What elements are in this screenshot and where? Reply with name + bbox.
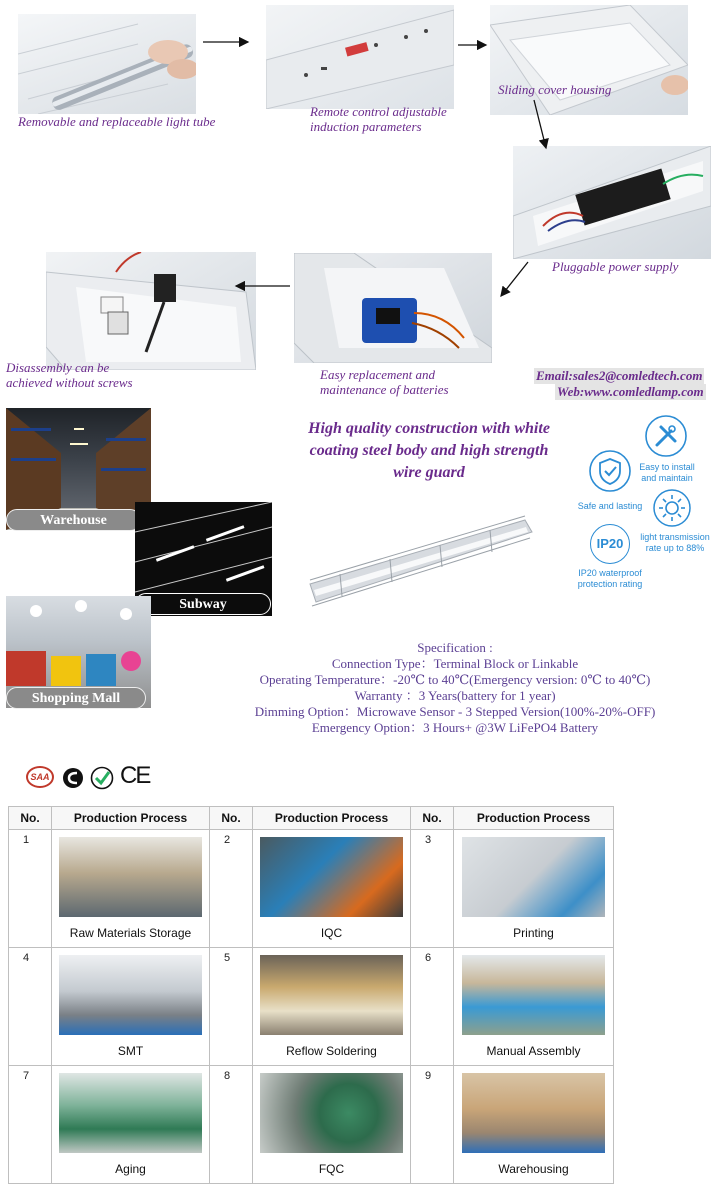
process-label: IQC <box>320 926 343 940</box>
ip20-badge-icon: IP20 <box>590 524 630 564</box>
header-process: Production Process <box>52 807 210 830</box>
process-label: Manual Assembly <box>486 1044 581 1058</box>
contact-email[interactable]: Email:sales2@comledtech.com <box>536 368 703 383</box>
process-number: 1 <box>9 830 52 948</box>
disassembly-caption-line-2: achieved without screws <box>6 375 133 390</box>
production-process-table <box>8 806 614 1184</box>
shield-check-icon <box>588 449 632 493</box>
flow-arrows <box>0 0 711 400</box>
table-row <box>9 1066 614 1184</box>
remote-caption-line-2: induction parameters <box>310 119 422 134</box>
process-label: Raw Materials Storage <box>69 926 192 940</box>
header-no: No. <box>411 807 454 830</box>
process-cell <box>454 1066 614 1184</box>
arrow-3 <box>534 100 546 148</box>
spec-temperature: Operating Temperature：-20℃ to 40℃(Emergency version: 0℃ to 40℃) <box>259 672 651 687</box>
step-sliding-cover-caption: Sliding cover housing <box>498 82 612 97</box>
process-number: 9 <box>411 1066 454 1184</box>
process-number: 4 <box>9 948 52 1066</box>
subway-label: Subway <box>135 593 271 615</box>
batteries-caption-line-1: Easy replacement and <box>320 367 436 382</box>
warehouse-label: Warehouse <box>6 509 141 531</box>
tools-icon <box>644 414 688 458</box>
aging-photo <box>59 1073 202 1153</box>
spec-dimming: Dimming Option：Microwave Sensor - 3 Stepped Version(100%-20%-OFF) <box>254 704 656 719</box>
process-label: Warehousing <box>498 1162 569 1176</box>
process-number: 2 <box>210 830 253 948</box>
step-power-supply-caption: Pluggable power supply <box>552 259 679 274</box>
process-label: FQC <box>318 1162 345 1176</box>
process-label: SMT <box>117 1044 144 1058</box>
process-number: 7 <box>9 1066 52 1184</box>
lamp-product-photo <box>300 512 540 614</box>
process-label: Aging <box>115 1162 146 1176</box>
construction-headline: High quality construction with white coating steel body and high strength wire guard <box>308 420 550 481</box>
process-cell <box>52 830 210 948</box>
process-cell <box>253 830 411 948</box>
warehousing-photo <box>462 1073 605 1153</box>
table-row <box>9 948 614 1066</box>
shopping-mall-label: Shopping Mall <box>6 687 146 709</box>
fqc-photo <box>260 1073 403 1153</box>
feature-transmission-label: light transmission rate up to 88% <box>640 532 710 553</box>
spec-warranty: Warranty ：3 Years(battery for 1 year) <box>354 688 556 703</box>
table-row <box>9 830 614 948</box>
process-label: Reflow Soldering <box>286 1044 377 1058</box>
process-number: 6 <box>411 948 454 1066</box>
manual-assembly-photo <box>462 955 605 1035</box>
process-cell <box>253 948 411 1066</box>
saa-logo: SAA <box>26 766 54 788</box>
process-cell <box>52 1066 210 1184</box>
header-process: Production Process <box>454 807 614 830</box>
arrow-4 <box>501 262 528 296</box>
process-cell <box>454 830 614 948</box>
process-number: 8 <box>210 1066 253 1184</box>
header-no: No. <box>210 807 253 830</box>
reflow-soldering-photo <box>260 955 403 1035</box>
spec-title: Specification : <box>417 640 493 655</box>
printing-photo <box>462 837 605 917</box>
step-light-tube-caption: Removable and replaceable light tube <box>18 114 216 129</box>
sun-icon <box>652 488 692 528</box>
disassembly-caption-line-1: Disassembly can be <box>6 360 110 375</box>
contact-web[interactable]: Web:www.comledlamp.com <box>557 384 704 399</box>
iqc-photo <box>260 837 403 917</box>
process-number: 3 <box>411 830 454 948</box>
process-cell <box>52 948 210 1066</box>
process-label: Printing <box>513 926 554 940</box>
process-cell <box>454 948 614 1066</box>
header-no: No. <box>9 807 52 830</box>
raw-materials-photo <box>59 837 202 917</box>
rcm-logo <box>62 766 84 790</box>
process-number: 5 <box>210 948 253 1066</box>
table-header-row <box>9 807 614 830</box>
header-process: Production Process <box>253 807 411 830</box>
feature-ip20-label: IP20 waterproof protection rating <box>577 568 643 589</box>
batteries-caption-line-2: maintenance of batteries <box>320 382 449 397</box>
smt-photo <box>59 955 202 1035</box>
process-cell <box>253 1066 411 1184</box>
spec-emergency: Emergency Option：3 Hours+ @3W LiFePO4 Battery <box>311 720 599 735</box>
spec-connection: Connection Type：Terminal Block or Linkable <box>331 656 579 671</box>
check-mark-logo <box>90 766 114 790</box>
ce-logo: CE <box>120 762 150 789</box>
feature-install-label: Easy to install and maintain <box>639 462 695 483</box>
feature-safe-label: Safe and lasting <box>577 501 643 511</box>
remote-caption-line-1: Remote control adjustable <box>310 104 447 119</box>
